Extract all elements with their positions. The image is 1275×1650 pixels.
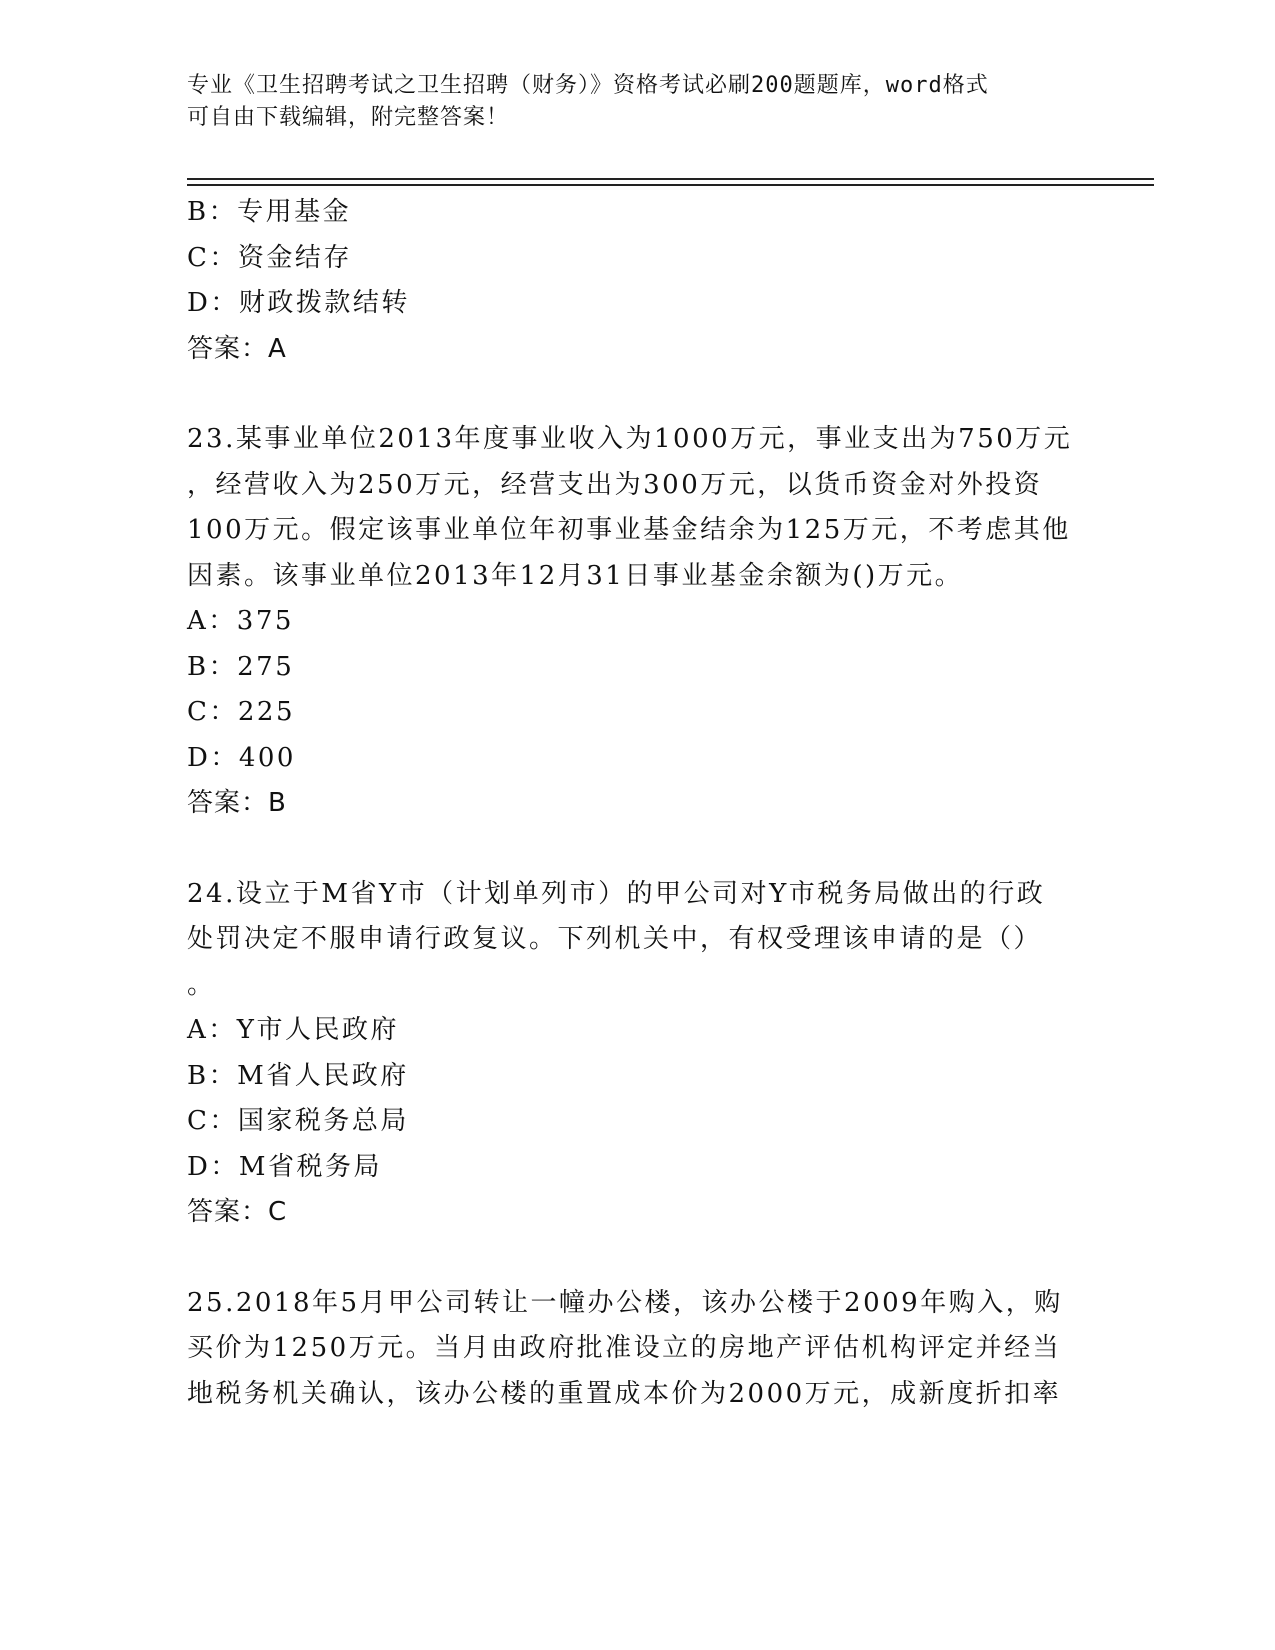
option-b: B：275: [187, 651, 295, 682]
option-b: B：M省人民政府: [187, 1060, 409, 1091]
option-c: C：国家税务总局: [187, 1106, 409, 1136]
header-line-1: 专业《卫生招聘考试之卫生招聘（财务）》资格考试必刷200题题库，word格式: [187, 73, 989, 98]
question-stem-line: 23.某事业单位2013年度事业收入为1000万元，事业支出为750万元: [187, 424, 1073, 454]
document-body: [187, 190, 1087, 1417]
answer-label: 答案：A: [187, 333, 287, 364]
option-d: D：400: [187, 742, 296, 773]
answer-label: 答案：B: [187, 788, 287, 818]
question-stem-line: ，经营收入为250万元，经营支出为300万元，以货币资金对外投资: [187, 469, 1043, 500]
question-stem-line: 24.设立于M省Y市（计划单列市）的甲公司对Y市税务局做出的行政: [187, 878, 1046, 909]
option-b: B：专用基金: [187, 197, 352, 227]
question-22: [187, 190, 1087, 372]
answer-label: 答案：C: [187, 1197, 288, 1227]
header-divider-top: [187, 178, 1154, 180]
question-stem-line: 100万元。假定该事业单位年初事业基金结余为125万元，不考虑其他: [187, 515, 1071, 545]
option-a: A：Y市人民政府: [187, 1015, 399, 1045]
option-d: D：财政拨款结转: [187, 288, 410, 318]
question-stem-line: 因素。该事业单位2013年12月31日事业基金余额为()万元。: [187, 560, 964, 591]
header-divider-bottom: [187, 184, 1154, 186]
question-23: [187, 417, 1087, 827]
question-stem-line: 地税务机关确认，该办公楼的重置成本价为2000万元，成新度折扣率: [187, 1378, 1062, 1409]
question-stem-line: 处罚决定不服申请行政复议。下列机关中，有权受理该申请的是（）: [187, 924, 1043, 954]
document-header: [187, 70, 1087, 134]
option-d: D：M省税务局: [187, 1151, 382, 1182]
option-a: A：375: [187, 606, 294, 636]
option-c: C：资金结存: [187, 242, 352, 273]
question-24: [187, 872, 1087, 1236]
option-c: C：225: [187, 697, 296, 727]
header-line-2: 可自由下载编辑，附完整答案！: [187, 105, 510, 130]
question-stem-line: 。: [187, 969, 216, 1000]
question-25: [187, 1281, 1087, 1418]
question-stem-line: 买价为1250万元。当月由政府批准设立的房地产评估机构评定并经当: [187, 1333, 1062, 1363]
question-stem-line: 25.2018年5月甲公司转让一幢办公楼，该办公楼于2009年购入，购: [187, 1287, 1063, 1318]
